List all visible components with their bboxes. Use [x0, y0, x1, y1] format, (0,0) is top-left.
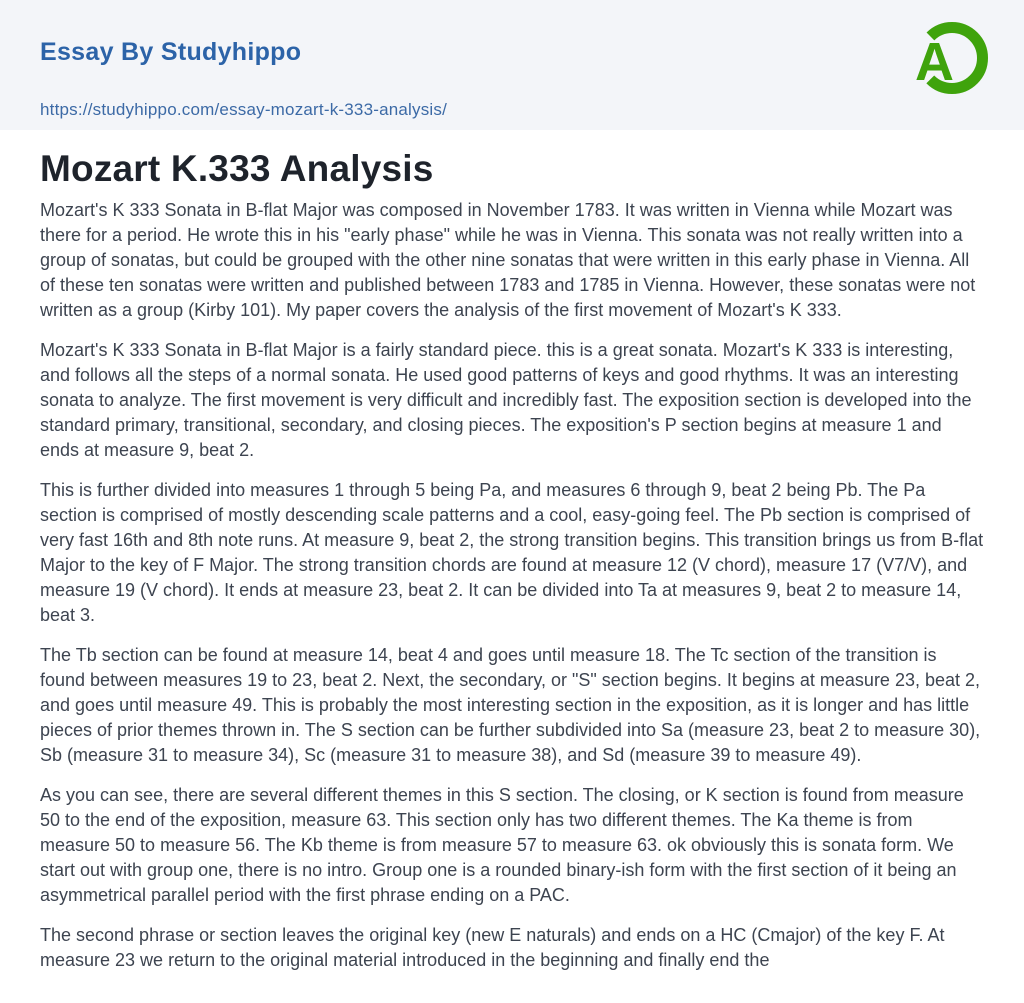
site-title: Essay By Studyhippo: [40, 38, 302, 66]
page-header: [0, 0, 1024, 130]
essay-paragraph: This is further divided into measures 1 through 5 being Pa, and measures 6 through 9, beat 2 being Pb. The Pa section is comprised of mostly descending scale patterns and a cool, easy-going feel. The Pb section is comprised of very fast 16th and 8th note runs. At measure 9, beat 2, the strong transition begins. This transition brings us from B-flat Major to the key of F Major. The strong transition chords are found at measure 12 (V chord), measure 17 (V7/V), and measure 19 (V chord). It ends at measure 23, beat 2. It can be divided into Ta at measures 9, beat 2 to measure 14, beat 3.: [40, 480, 984, 625]
essay-paragraph: As you can see, there are several different themes in this S section. The closing, or K section is found from measure 50 to the end of the exposition, measure 63. This section only has two different themes. The Ka theme is from measure 50 to measure 56. The Kb theme is from measure 57 to measure 63. ok obviously this is sonata form. We start out with group one, there is no intro. Group one is a rounded binary-ish form with the first section of it being an asymmetrical parallel period with the first phrase ending on a PAC.: [40, 785, 964, 905]
page-title: Mozart K.333 Analysis: [40, 148, 434, 189]
essay-content: [0, 148, 1024, 973]
essay-body: [40, 198, 984, 973]
essay-paragraph: Mozart's K 333 Sonata in B-flat Major is a fairly standard piece. this is a great sonata. Mozart's K 333 is interesting, and follows all the steps of a normal sonata. He used good patterns of keys and good rhythms. It was an interesting sonata to analyze. The first movement is very difficult and incredibly fast. The exposition section is developed into the standard primary, transitional, secondary, and closing pieces. The exposition's P section begins at measure 1 and ends at measure 9, beat 2.: [40, 340, 972, 460]
studyhippo-logo-icon: [909, 13, 991, 101]
essay-paragraph: Mozart's K 333 Sonata in B-flat Major was composed in November 1783. It was written in Vienna while Mozart was there for a period. He wrote this in his "early phase" while he was in Vienna. This sonata was not really written into a group of sonatas, but could be grouped with the other nine sonatas that were written in this early phase in Vienna. All of these ten sonatas were written and published between 1783 and 1785 in Vienna. However, these sonatas were not written as a group (Kirby 101). My paper covers the analysis of the first movement of Mozart's K 333.: [40, 200, 976, 320]
essay-paragraph: The second phrase or section leaves the original key (new E naturals) and ends on a HC (Cmajor) of the key F. At measure 23 we return to the original material introduced in the beginning and finally end the: [40, 925, 945, 970]
studyhippo-logo: [909, 13, 991, 101]
essay-paragraph: The Tb section can be found at measure 14, beat 4 and goes until measure 18. The Tc section of the transition is found between measures 19 to 23, beat 2. Next, the secondary, or "S" section begins. It begins at measure 23, beat 2, and goes until measure 49. This is probably the most interesting section in the exposition, as it is longer and has little pieces of prior themes thrown in. The S section can be further subdivided into Sa (measure 23, beat 2 to measure 30), Sb (measure 31 to measure 34), Sc (measure 31 to measure 38), and Sd (measure 39 to measure 49).: [40, 645, 981, 765]
logo-letter: A: [915, 32, 954, 92]
essay-url-link[interactable]: https://studyhippo.com/essay-mozart-k-333-analysis/: [40, 100, 448, 119]
